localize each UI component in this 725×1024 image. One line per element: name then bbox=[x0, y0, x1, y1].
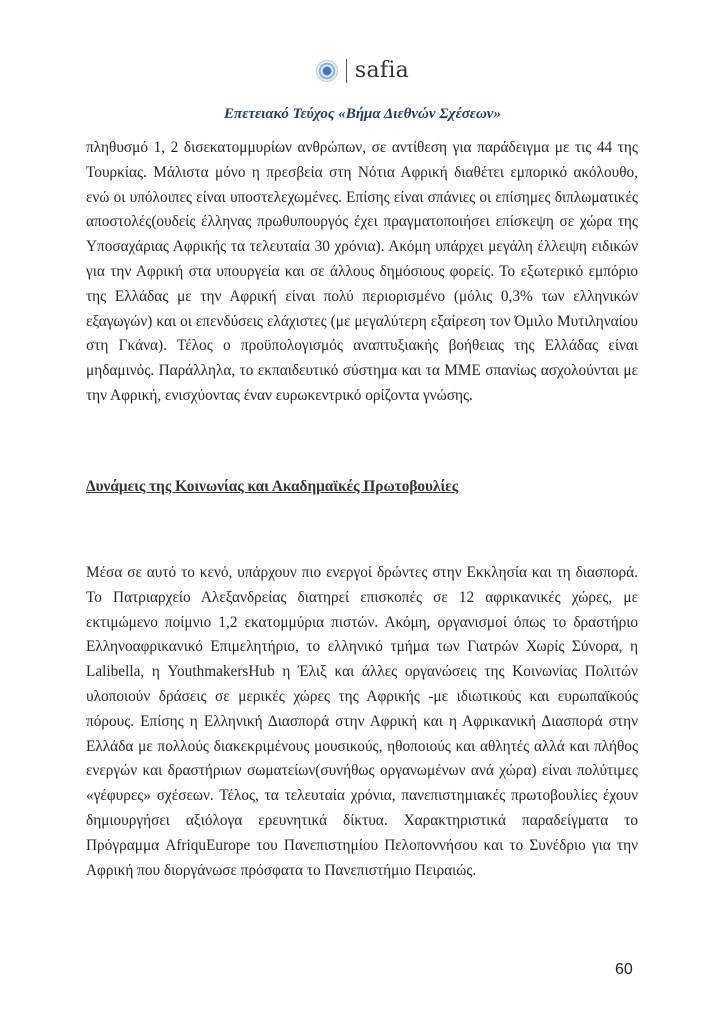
logo-divider bbox=[346, 59, 347, 83]
section-heading: Δυνάμεις της Κοινωνίας και Ακαδημαϊκές Πρωτοβουλίες bbox=[86, 478, 459, 495]
page-number: 60 bbox=[615, 961, 633, 978]
safia-seal-icon bbox=[316, 60, 338, 82]
page-header bbox=[0, 58, 725, 83]
body-paragraph: Μέσα σε αυτό το κενό, υπάρχουν πιο ενεργοί δρώντες στην Εκκλησία και τη διασπορά. Το Πατριαρχείο Αλεξανδρείας διατηρεί επισκοπές σε 12 αφρικανικές χώρες, με εκτιμώμενο ποίμνιο 1,2 εκατομμύρια πιστών. Ακόμη, οργανισμοί όπως το δραστήριο Ελληνοαφρικανικό Επιμελητήριο, το ελληνικό τμήμα των Γιατρών Χωρίς Σύνορα, η Lalibella, η YouthmakersHub η Έλιξ και άλλες οργανώσεις της Κοινωνίας Πολιτών υλοποιούν δράσεις σε μερικές χώρες της Αφρικής -με ιδιωτικούς και ευρωπαϊκούς πόρους. Επίσης η Ελληνική Διασπορά στην Αφρική και η Αφρικανική Διασπορά στην Ελλάδα με πολλούς διακεκριμένους μουσικούς, ηθοποιούς και αθλητές αλλά και πλήθος ενεργών και δραστήριων σωματείων(συνήθως οργανωμένων ανά χώρα) είναι πολύτιμες «γέφυρες» σχέσεων. Τέλος, τα τελευταία χρόνια, πανεπιστημιακές πρωτοβουλίες έχουν δημιουργήσει αξιόλογα ερευνητικά δίκτυα. Χαρακτηριστικά παραδείγματα το Πρόγραμμα AfriquEurope του Πανεπιστημίου Πελοποννήσου και το Συνέδριο για την Αφρική που διοργάνωσε πρόσφατα το Πανεπιστήμιο Πειραιώς. bbox=[86, 564, 638, 879]
brand-name: safia bbox=[354, 58, 410, 83]
body-paragraph: πληθυσμό 1, 2 δισεκατομμυρίων ανθρώπων, σε αντίθεση για παράδειγμα με τις 44 της Τουρκίας. Μάλιστα μόνο η πρεσβεία στη Νότια Αφρική διαθέτει εμπορικό ακόλουθο, ενώ οι υπόλοιπες είναι υποστελεχωμένες. Επίσης είναι σπάνιες οι επίσημες διπλωματικές αποστολές(ουδείς έλληνας πρωθυπουργός έχει πραγματοποιήσει επίσκεψη σε χώρα της Υποσαχάριας Αφρικής τα τελευταία 30 χρόνια). Ακόμη υπάρχει μεγάλη έλλειψη ειδικών για την Αφρική στα υπουργεία και σε άλλους δημόσιους φορείς. Το εξωτερικό εμπόριο της Ελλάδας με την Αφρική είναι πολύ περιορισμένο (μόλις 0,3% των ελληνικών εξαγωγών) και οι επενδύσεις ελάχιστες (με μεγαλύτερη εξαίρεση τον Όμιλο Μυτιληναίου στη Γκάνα). Τέλος ο προϋπολογισμός αναπτυξιακής βοήθειας της Ελλάδας είναι μηδαμινός. Παράλληλα, το εκπαιδευτικό σύστημα και τα ΜΜΕ σπανίως ασχολούνται με την Αφρική, ενισχύοντας έναν ευρωκεντρικό ορίζοντα γνώσης. bbox=[86, 139, 638, 404]
issue-title: Επετειακό Τεύχος «Βήμα Διεθνών Σχέσεων» bbox=[224, 106, 501, 122]
